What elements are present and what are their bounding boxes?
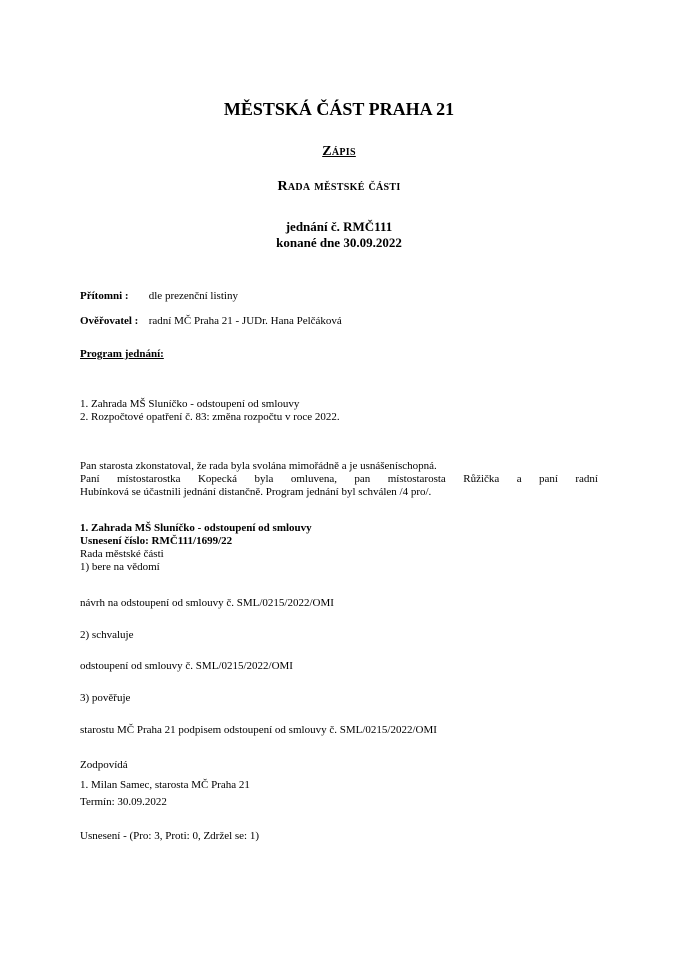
meeting-date: konané dne 30.09.2022 <box>276 235 402 250</box>
item1-resolution-number: Usnesení číslo: RMČ111/1699/22 <box>80 535 233 547</box>
program-item-2: 2. Rozpočtové opatření č. 83: změna rozpočtu v roce 2022. <box>80 411 340 423</box>
item1-body: Rada městské části <box>80 548 164 560</box>
vote-result: Usnesení - (Pro: 3, Proti: 0, Zdržel se: 1) <box>80 830 260 842</box>
present-value: dle prezenční listiny <box>148 290 238 302</box>
intro-line-2: Paní místostarostka Kopecká byla omluvena, pan místostarosta Růžička a paní radní <box>80 473 598 485</box>
meeting-info <box>0 219 678 251</box>
document-type: Zápis <box>322 144 356 159</box>
item1-point1-label: 1) bere na vědomí <box>80 561 160 573</box>
document-body-name: Rada městské části <box>277 179 401 194</box>
intro-line-1: Pan starosta zkonstatoval, že rada byla svolána mimořádně a je usnášeníschopná. <box>80 460 437 472</box>
item1-point2-label: 2) schvaluje <box>80 629 134 641</box>
responsible-label: Zodpovídá <box>80 759 128 771</box>
present-row <box>80 290 238 303</box>
program-item-1: 1. Zahrada MŠ Sluníčko - odstoupení od smlouvy <box>80 398 300 410</box>
program-heading: Program jednání: <box>80 348 164 360</box>
verifier-value: radní MČ Praha 21 - JUDr. Hana Pelčáková <box>148 315 342 327</box>
meeting-number: jednání č. RMČ111 <box>285 219 393 234</box>
item1-point2-text: odstoupení od smlouvy č. SML/0215/2022/OMI <box>80 660 293 672</box>
document-title: MĚSTSKÁ ČÁST PRAHA 21 <box>223 99 455 119</box>
deadline: Termín: 30.09.2022 <box>80 796 167 808</box>
item1-title: 1. Zahrada MŠ Sluníčko - odstoupení od smlouvy <box>80 522 312 534</box>
present-label: Přítomni : <box>80 290 129 302</box>
intro-line-3: Hubínková se účastnili jednání distančně. Program jednání byl schválen /4 pro/. <box>80 486 432 498</box>
intro-paragraph <box>80 460 598 499</box>
verifier-label: Ověřovatel : <box>80 315 139 327</box>
item1-point3-text: starostu MČ Praha 21 podpisem odstoupení od smlouvy č. SML/0215/2022/OMI <box>80 724 437 736</box>
item1-point1-text: návrh na odstoupení od smlouvy č. SML/0215/2022/OMI <box>80 597 334 609</box>
responsible-person: 1. Milan Samec, starosta MČ Praha 21 <box>80 779 250 791</box>
item1-point3-label: 3) pověřuje <box>80 692 131 704</box>
verifier-row <box>80 315 342 328</box>
